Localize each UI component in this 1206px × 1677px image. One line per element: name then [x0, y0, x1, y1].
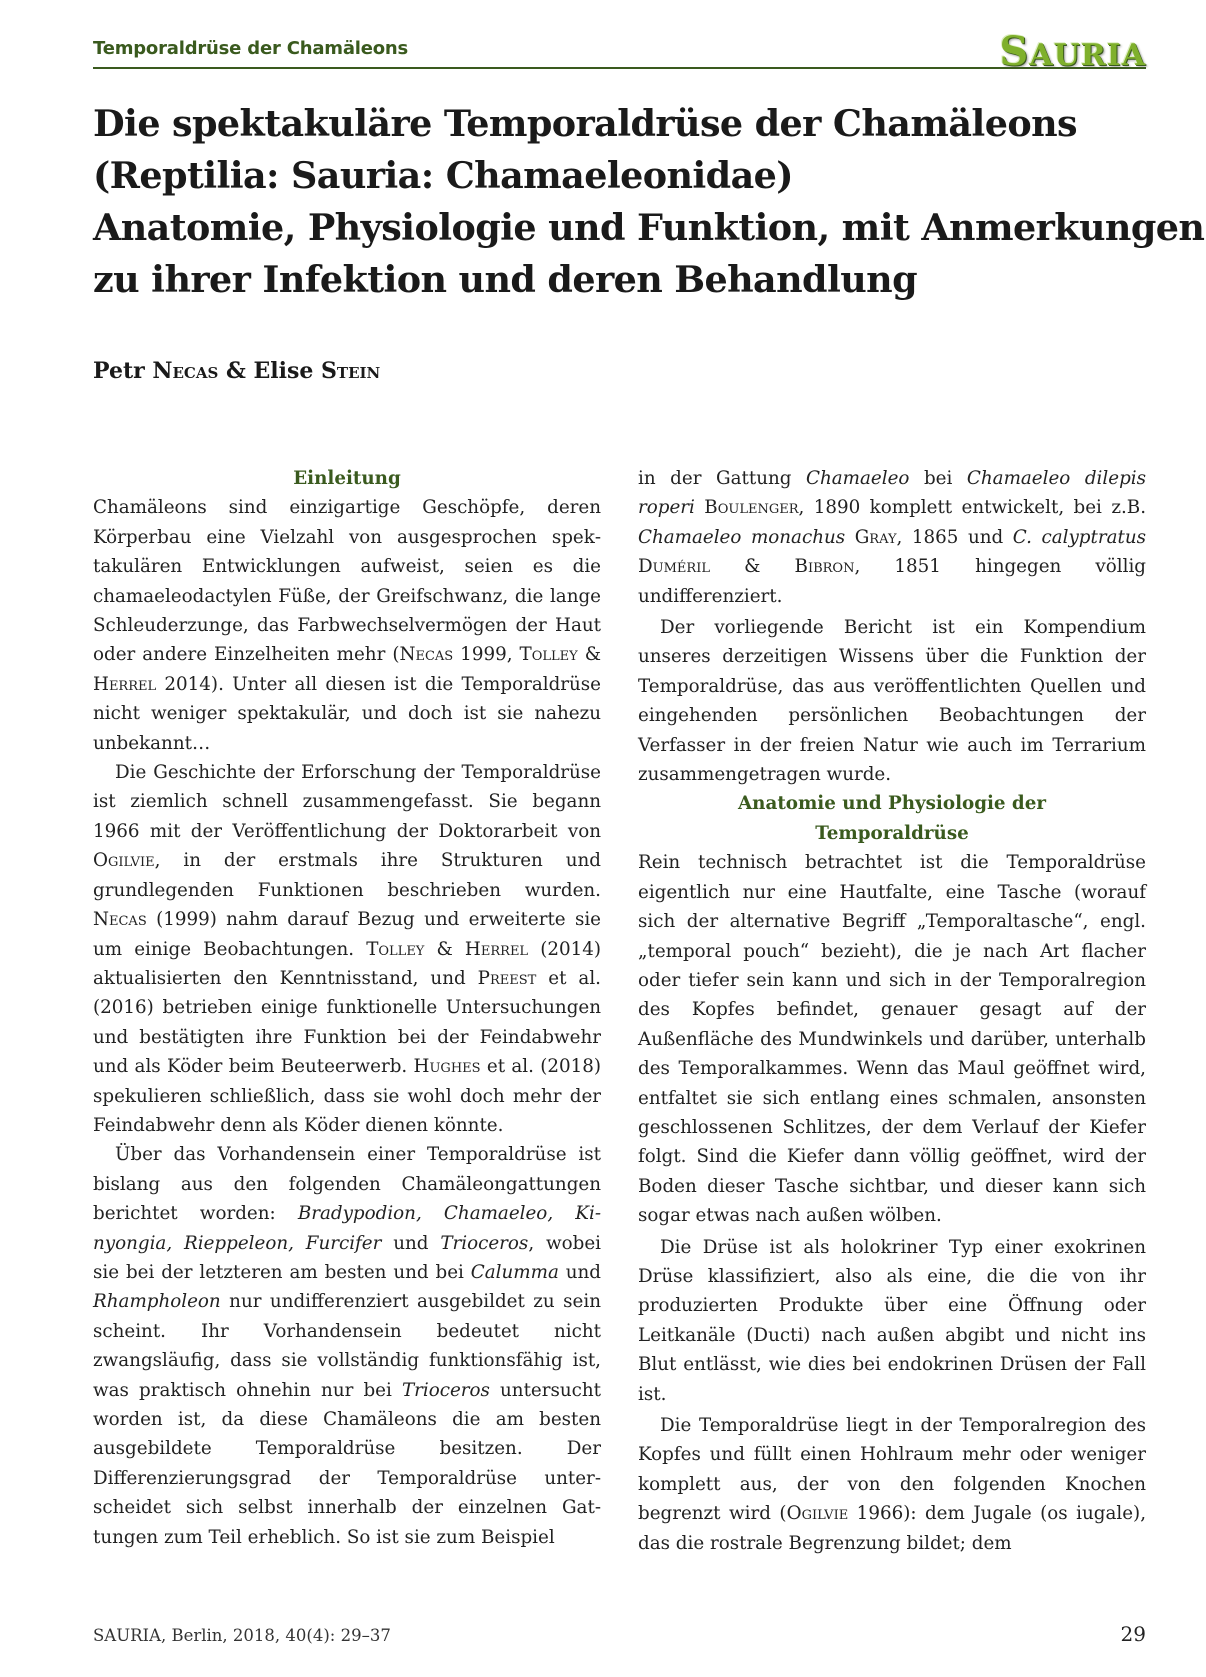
- taxon-name: Chamaeleo dilepis roperi: [638, 468, 1146, 519]
- author-ref: Tolley & Herrel: [93, 644, 601, 695]
- page-number: 29: [1120, 1622, 1146, 1646]
- right-column: [638, 464, 1146, 1558]
- section-heading-anatomie: Anatomie und Physiologie der Temporaldrüse: [738, 793, 1046, 844]
- author-1-first: Petr: [93, 358, 153, 384]
- author-1-last: Necas: [152, 358, 219, 384]
- taxon-name: Chamaeleo monachus: [638, 526, 846, 548]
- title-line: zu ihrer Infektion und deren Behandlung: [93, 258, 918, 301]
- paragraph: Über das Vorhandensein einer Temporaldrüse ist bislang aus den folgenden Chamäleongattungen berichtet worden: Bradypodion, Chamaeleo, Kinyongia, Rieppeleon, Furcifer und Trioceros, wobei sie bei der letzteren am besten und bei Calumma und Rhampholeon nur undifferenziert ausgebildet zu sein scheint. Ihr Vorhandensein bedeutet nicht zwangsläufig, dass sie vollständig funktionsfähig ist, was praktisch ohnehin nur bei Trioceros untersucht worden ist, da diese Chamäleons die am besten ausgebildete Temporaldrüse besitzen. Der Differenzierungsgrad der Temporaldrüse unterscheidet sich selbst innerhalb der einzelnen Gattungen zum Teil erheblich. So ist sie zum Beispiel: [93, 1144, 602, 1548]
- paragraph: Der vorliegende Bericht ist ein Kompendium unseres derzeitigen Wissens über die Funktion der Temporaldrüse, das aus veröffentlichten Quellen und eingehenden persönlichen Beobachtungen der Verfasser in der freien Natur wie auch im Terrarium zusammengetragen wurde.: [638, 617, 1146, 786]
- section-heading-einleitung: Einleitung: [293, 468, 401, 489]
- author-ref: Ogilvie: [786, 1503, 849, 1525]
- author-line: [93, 358, 380, 384]
- taxon-name: Calumma: [470, 1261, 559, 1283]
- author-ref: Ogilvie: [93, 850, 155, 872]
- author-ref: Hughes: [413, 1056, 481, 1078]
- logo-initial: S: [999, 28, 1030, 75]
- left-column: [93, 464, 601, 1552]
- taxon-name: Trioceros: [401, 1379, 490, 1401]
- paragraph: Die Drüse ist als holokriner Typ einer exokrinen Drüse klassifiziert, also als eine, die die von ihr produzierten Produkte über eine Öffnung oder Leitkanäle (Ducti) nach außen abgibt und nicht ins Blut entlässt, wie dies bei endokrinen Drüsen der Fall ist.: [638, 1236, 1146, 1405]
- author-separator: &: [218, 358, 254, 384]
- paragraph: Die Temporaldrüse liegt in der Temporalregion des Kopfes und füllt einen Hohlraum mehr oder weniger komplett aus, der von den folgenden Knochen begrenzt wird (Ogilvie 1966): dem Jugale (os iugale), das die rostrale Begrenzung bildet; dem: [638, 1415, 1146, 1554]
- author-2-last: Stein: [321, 358, 381, 384]
- taxon-name: Trioceros: [440, 1232, 529, 1254]
- title-line: Die spektakuläre Temporaldrüse der Chamäleons: [93, 102, 1077, 145]
- taxon-name: C. calyptratus: [1012, 526, 1146, 548]
- paragraph: Chamäleons sind einzigartige Geschöpfe, deren Körperbau eine Vielzahl von ausgesprochen spektakulären Entwicklungen aufweist, seien es die chamaeleodactylen Füße, der Greifschwanz, die lange Schleuderzunge, das Farbwechselvermögen der Haut oder andere Einzelheiten mehr (Necas 1999, Tolley & Herrel 2014). Unter all diesen ist die Temporaldrüse nicht weniger spektakulär, und doch ist sie nahezu unbekannt…: [93, 497, 601, 754]
- taxon-name: Bradypodion, Chamaeleo, Kinyongia, Rieppeleon, Furcifer: [93, 1203, 601, 1254]
- taxon-name: Chamaeleo: [806, 468, 910, 489]
- author-ref: Necas: [93, 909, 147, 931]
- author-ref: Necas: [399, 644, 454, 666]
- sauria-logo: [999, 28, 1146, 75]
- title-line: (Reptilia: Sauria: Chamaeleonidae): [93, 154, 793, 197]
- paragraph: Die Geschichte der Erforschung der Temporaldrüse ist ziemlich schnell zusammengefasst. Sie begann 1966 mit der Veröffentlichung der Doktorarbeit von Ogilvie, in der erstmals ihre Strukturen und grundlegenden Funktionen beschrieben wurden. Necas (1999) nahm darauf Bezug und erweiterte sie um einige Beobachtungen. Tolley & Herrel (2014) aktualisierten den Kenntnisstand, und Preest et al. (2016) betrieben einige funktionelle Untersuchungen und bestätigten ihre Funktion bei der Feindabwehr und als Köder beim Beuteerwerb. Hughes et al. (2018) spekulieren schließlich, dass sie wohl doch mehr der Feindabwehr denn als Köder dienen könnte.: [93, 762, 602, 1136]
- logo-rest: AURIA: [1029, 38, 1146, 73]
- author-ref: Boulenger: [704, 497, 799, 519]
- running-title: Temporaldrüse der Chamäleons: [93, 38, 409, 59]
- taxon-name: Rhampholeon: [93, 1291, 221, 1313]
- author-ref: Duméril & Bibron: [638, 556, 855, 578]
- article-title: [93, 98, 1205, 306]
- paragraph: Rein technisch betrachtet ist die Temporaldrüse eigentlich nur eine Hautfalte, eine Tasche (worauf sich der alternative Begriff „Temporaltasche“, engl. „temporal pouch“ bezieht), die je nach Art flacher oder tiefer sein kann und sich in der Temporalregion des Kopfes befindet, genauer gesagt auf der Außenfläche des Mundwinkels und darüber, unterhalb des Temporalkammes. Wenn das Maul geöffnet wird, entfaltet sie sich entlang eines schmalen, ansonsten geschlossenen Schlitzes, der dem Verlauf der Kiefer folgt. Sind die Kiefer dann völlig geöffnet, wird der Boden dieser Tasche sichtbar, und dieser kann sich sogar etwas nach außen wölben.: [638, 852, 1146, 1227]
- header-rule: [93, 67, 1146, 69]
- author-ref: Gray: [854, 526, 897, 548]
- author-ref: Tolley & Herrel: [366, 938, 529, 960]
- author-ref: Preest: [477, 967, 537, 989]
- author-2-first: Elise: [253, 358, 322, 384]
- paragraph: in der Gattung Chamaeleo bei Chamaeleo dilepis roperi Boulenger, 1890 komplett entwickelt, bei z.B. Chamaeleo monachus Gray, 1865 und C. calyptratus Duméril & Bibron, 1851 hingegen völlig undifferenziert.: [638, 468, 1147, 607]
- citation-footer: SAURIA, Berlin, 2018, 40(4): 29–37: [93, 1626, 391, 1645]
- title-line: Anatomie, Physiologie und Funktion, mit Anmerkungen: [93, 206, 1205, 249]
